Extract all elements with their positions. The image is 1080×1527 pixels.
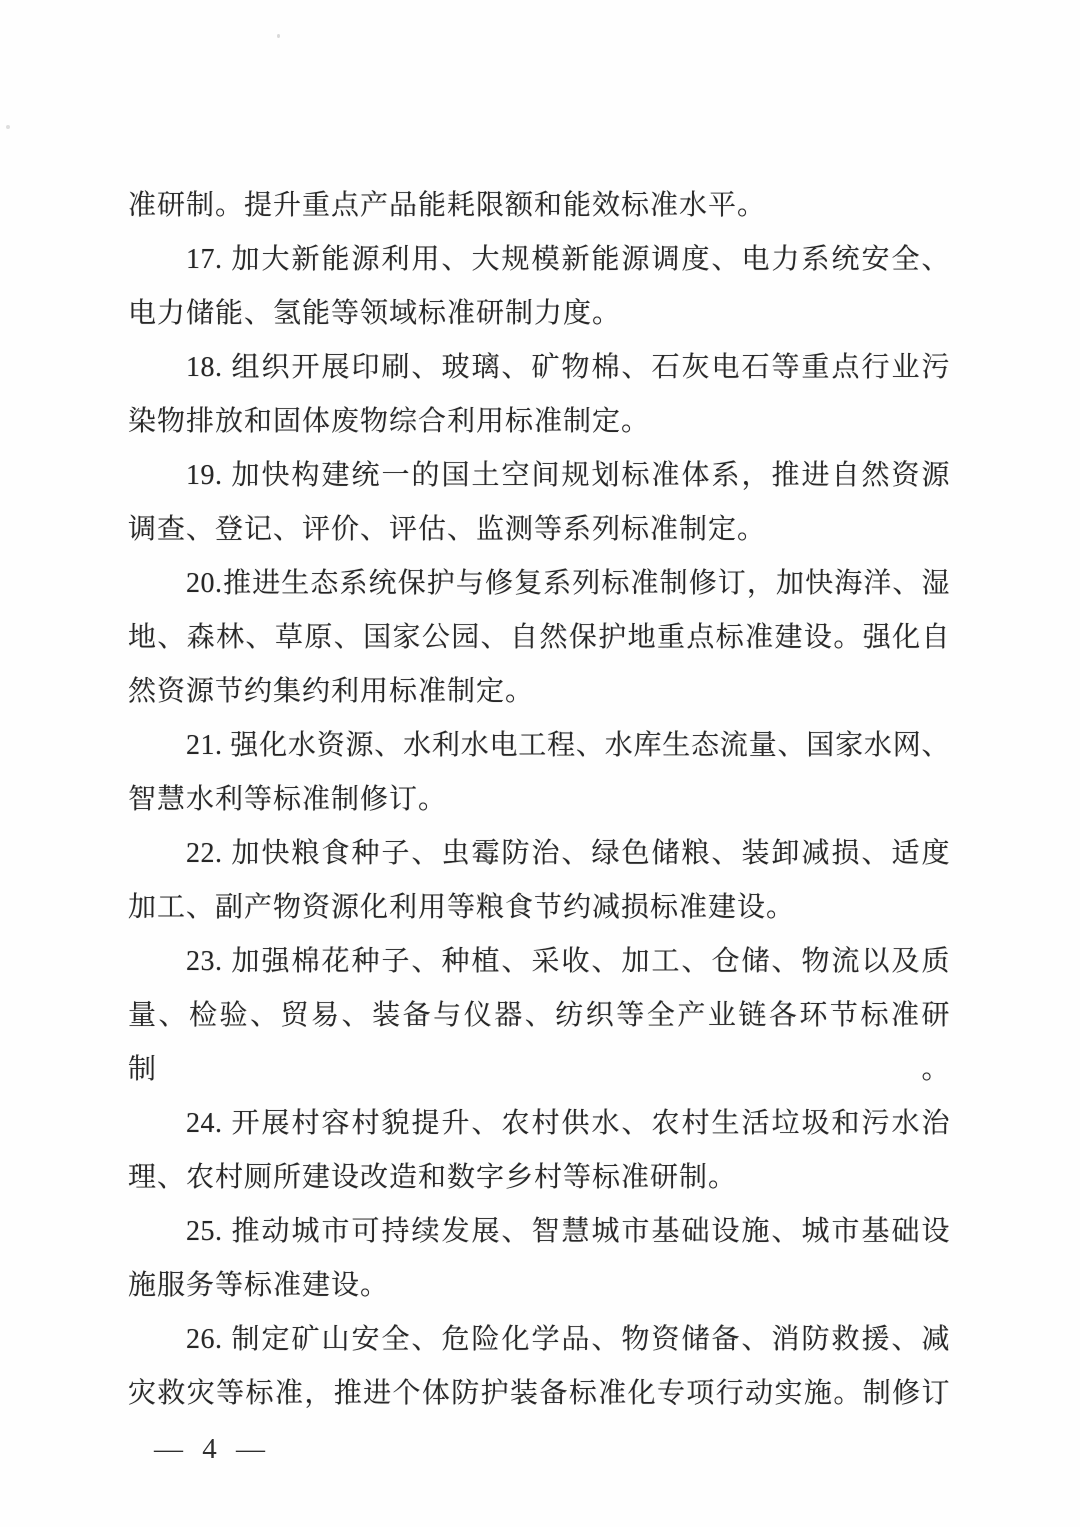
page-number: — 4 — <box>154 1433 271 1465</box>
document-line-item-17: 17. 加大新能源利用、大规模新能源调度、电力系统安全、 <box>186 244 950 275</box>
document-line-item-23: 23. 加强棉花种子、种植、采收、加工、仓储、物流以及质 <box>186 946 950 977</box>
document-line-item-26: 26. 制定矿山安全、危险化学品、物资储备、消防救援、减 <box>186 1324 950 1355</box>
document-line: 智慧水利等标准制修订。 <box>128 784 448 815</box>
document-line: 灾救灾等标准，推进个体防护装备标准化专项行动实施。制修订 <box>128 1378 950 1409</box>
document-line-item-25: 25. 推动城市可持续发展、智慧城市基础设施、城市基础设 <box>186 1216 950 1247</box>
document-line: 然资源节约集约利用标准制定。 <box>128 676 535 707</box>
document-line: 准研制。提升重点产品能耗限额和能效标准水平。 <box>128 190 767 221</box>
document-line: 电力储能、氢能等领域标准研制力度。 <box>128 298 622 329</box>
document-line: 加工、副产物资源化利用等粮食节约减损标准建设。 <box>128 892 796 923</box>
document-line-item-21: 21. 强化水资源、水利水电工程、水库生态流量、国家水网、 <box>186 730 950 761</box>
document-line-item-19: 19. 加快构建统一的国土空间规划标准体系，推进自然资源 <box>186 460 950 491</box>
document-line: 量、检验、贸易、装备与仪器、纺织等全产业链各环节标准研制。 <box>128 1000 950 1085</box>
document-line-item-18: 18. 组织开展印刷、玻璃、矿物棉、石灰电石等重点行业污 <box>186 352 950 383</box>
scan-speck <box>6 125 10 129</box>
document-line: 地、森林、草原、国家公园、自然保护地重点标准建设。强化自 <box>128 622 950 653</box>
document-line: 调查、登记、评价、评估、监测等系列标准制定。 <box>128 514 767 545</box>
document-line: 施服务等标准建设。 <box>128 1270 390 1301</box>
document-line: 染物排放和固体废物综合利用标准制定。 <box>128 406 651 437</box>
document-line-item-20: 20.推进生态系统保护与修复系列标准制修订，加快海洋、湿 <box>186 568 950 599</box>
document-line-item-22: 22. 加快粮食种子、虫霉防治、绿色储粮、装卸减损、适度 <box>186 838 950 869</box>
document-line: 理、农村厕所建设改造和数字乡村等标准研制。 <box>128 1162 738 1193</box>
scan-speck <box>277 34 280 38</box>
document-line-item-24: 24. 开展村容村貌提升、农村供水、农村生活垃圾和污水治 <box>186 1108 950 1139</box>
document-page-body <box>128 179 950 1471</box>
